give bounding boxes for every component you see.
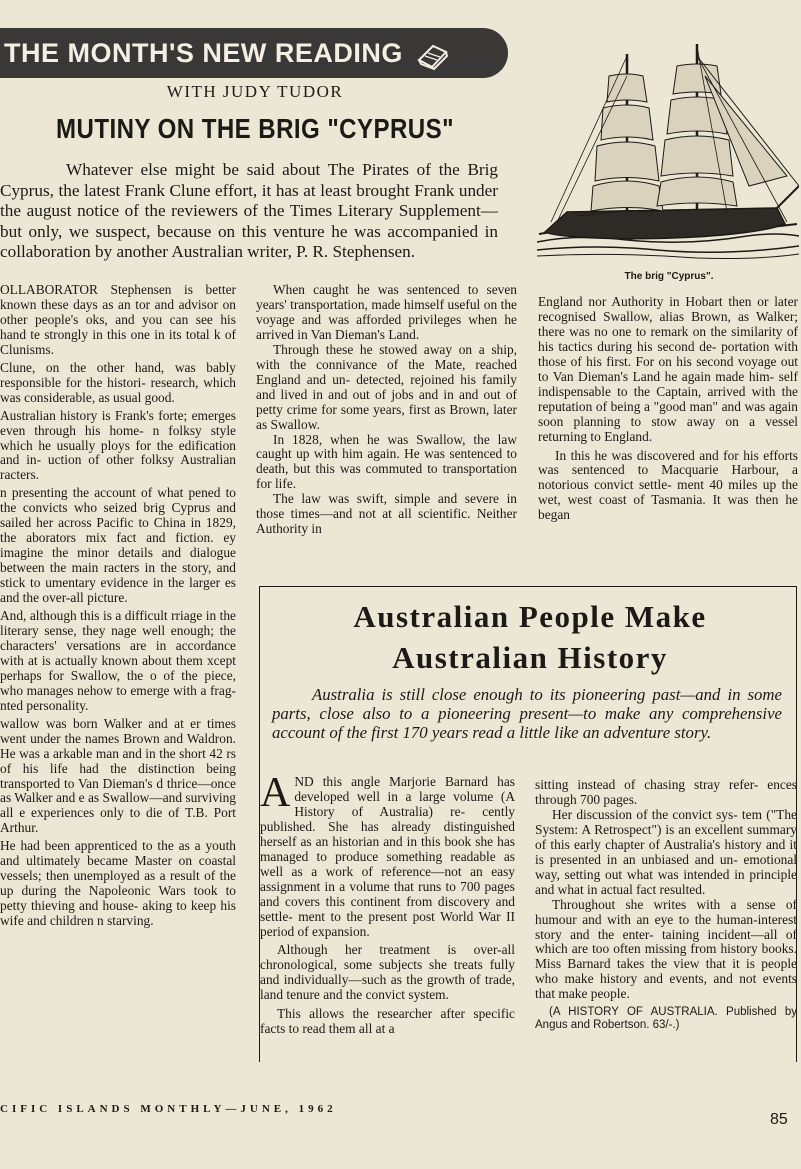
- paragraph: Through these he stowed away on a ship, with the connivance of the Mate, reached England and un- detected, rejoined his family and lived in and out of jobs and in and out of petty crime for some years, first as Brown, later as Swallow.: [256, 341, 517, 432]
- paragraph-text: ND this angle Marjorie Barnard has developed well in a large volume (A History of Australia) re- cently published. She has already distinguished herself as an historian and in this book she has managed to produce something readable as well as a work of reference—not an easy assignment in a volume that runs to 700 pages and covers this continent from discovery and settle- ment to the present post World War II period of expansion.: [260, 774, 515, 939]
- article2-headline: [262, 596, 798, 678]
- paragraph: The law was swift, simple and severe in those times—and not at all scientific. Neither Authority in: [256, 491, 517, 537]
- byline: WITH JUDY TUDOR: [166, 82, 344, 101]
- paragraph: This allows the researcher after specific facts to read them all at a: [260, 1006, 515, 1037]
- page-number: 85: [770, 1111, 788, 1128]
- article1-column1: [0, 283, 236, 929]
- paragraph: Although her treatment is over-all chronological, some subjects she treats fully and individually—such as the growth of trade, land tenure and the convict system.: [260, 942, 515, 1003]
- intro-paragraph: Whatever else might be said about The Pirates of the Brig Cyprus, the latest Frank Clune effort, it has at least brought Frank under the august notice of the reviewers of the Times Literary Supplement—but only, we suspect, because on this venture he was accompanied in collaboration by another Australian writer, P. R. Stephensen.: [0, 160, 498, 261]
- paragraph: Australian history is Frank's forte; emerges even through his home- n folksy style which he usually ploys for the edification and in- uction of other folksy Australian racters.: [0, 407, 236, 483]
- illustration-caption: The brig "Cyprus".: [624, 271, 714, 282]
- article2-column2: [535, 778, 797, 1032]
- paragraph: Clune, on the other hand, was bably responsible for the histori- research, which was considerable, as usual good.: [0, 359, 236, 405]
- banner-text: THE MONTH'S NEW READING: [4, 38, 403, 68]
- article1-column2: [256, 283, 517, 537]
- headline-line: Australian People Make: [353, 599, 707, 634]
- headline-line: Australian History: [392, 640, 668, 675]
- section-banner: [0, 28, 508, 78]
- book-citation: (A HISTORY OF AUSTRALIA. Published by Angus and Robertson. 63/-.): [535, 1006, 797, 1032]
- paragraph: He had been apprenticed to the as a youth and ultimately became Master on coastal vessels; then unemployed as a result of the up during the Napoleonic Wars took to petty thieving and house- aking to keep his wife and children n starving.: [0, 838, 236, 929]
- article1-column3: [538, 295, 798, 523]
- article-title: MUTINY ON THE BRIG "CYPRUS": [56, 113, 454, 144]
- drop-cap: A: [260, 770, 291, 816]
- paragraph: In this he was discovered and for his efforts was sentenced to Macquarie Harbour, a notorious convict settle- ment 40 miles up the wet, west coast of Tasmania. It was then he began: [538, 447, 798, 523]
- paragraph: Throughout she writes with a sense of humour and with an eye to the human-interest story and the enter- taining incident—all of which are too often missing from history books. Miss Barnard takes the view that it is people who make history and events, and not events that make people.: [535, 896, 797, 1002]
- paragraph: Her discussion of the convict sys- tem ("The System: A Retrospect") is an excellent summary of this early chapter of Australia's history and it is presented in an unbiased and un- emotional way, setting out what was intended in principle and what in actual fact resulted.: [535, 806, 797, 897]
- article2-column1: [260, 770, 515, 1037]
- running-footer: CIFIC ISLANDS MONTHLY—JUNE, 1962: [0, 1103, 337, 1115]
- article2-standfirst: Australia is still close enough to its pioneering past—and in some parts, close also to a pioneering present—to make any comprehensive account of the first 170 years read a little like an adventure story.: [272, 685, 782, 743]
- paragraph: England nor Authority in Hobart then or later recognised Swallow, alias Brown, as Walker; there was no one to remark on the similarity of his tactics during his second de- portation with those of his first. For on his second voyage out to Van Dieman's Land he again made him- self indispensable to the Captain, arrived with the reputation of being a "good man" and was again soon planning to stow away on a vessel returning to England.: [538, 294, 798, 444]
- ship-icon: [537, 36, 799, 261]
- brig-illustration: [537, 36, 799, 261]
- paragraph: n presenting the account of what pened to the convicts who seized brig Cyprus and sailed her across Pacific to China in 1829, the aborators mix fact and fiction. ey imagine the minor details and dialogue between the main racters in the story, and stick to umentary evidence in the larger es and the over-all picture.: [0, 485, 236, 606]
- paragraph: And, although this is a difficult rriage in the literary sense, they nage well enough; the characters' versations are in accordance with at is actually known about them xcept perhaps for Swallow, the o of the piece, who manages nehow to emerge with a frag- nted personality.: [0, 608, 236, 713]
- book-icon: [415, 40, 449, 70]
- paragraph: OLLABORATOR Stephensen is better known these days as an tor and advisor on other people's oks, and you can see his hand te strongly in this one in its total k of Clunisms.: [0, 282, 236, 357]
- paragraph: [260, 770, 515, 939]
- paragraph: When caught he was sentenced to seven years' transportation, made himself useful on the voyage and was afforded privileges when he arrived in Van Dieman's Land.: [256, 282, 517, 342]
- paragraph: wallow was born Walker and at er times went under the names Brown and Waldron. He was a arkable man and in the short 42 rs of his life had the distinction being transported to Van Dieman's d thrice—once as Walker and e as Swallow—and surviving all e experiences only to die of T.B. Port Arthur.: [0, 715, 236, 836]
- paragraph: In 1828, when he was Swallow, the law caught up with him again. He was sentenced to death, but this was commuted to transportation for life.: [256, 431, 517, 492]
- paragraph: sitting instead of chasing stray refer- ences through 700 pages.: [535, 777, 797, 807]
